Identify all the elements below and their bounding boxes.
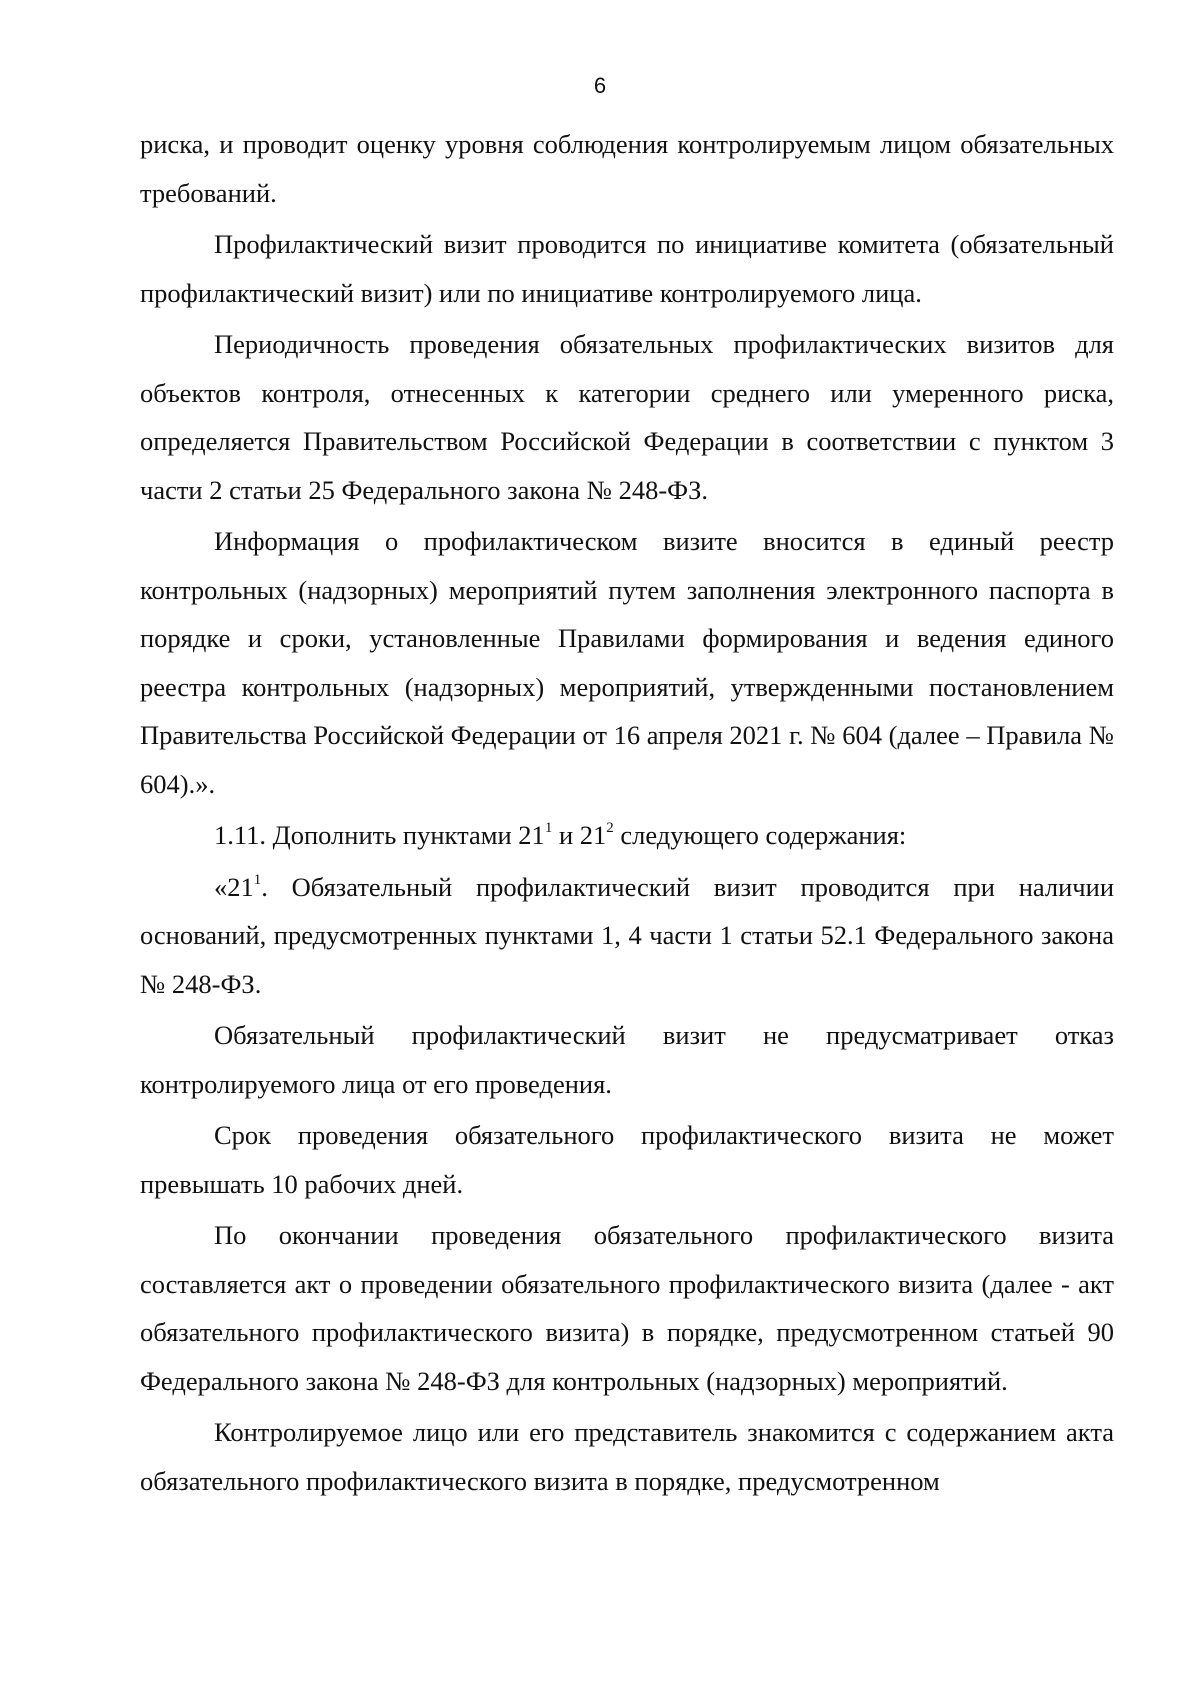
paragraph-9: По окончании проведения обязательного профилактического визита составляется акт о проведении обязательного профилактического визита (далее - акт обязательного профилактического визита) в порядке, предусмотренном статьей 90 Федерального закона № 248-ФЗ для контрольных (надзорных) мероприятий. xyxy=(140,1220,1114,1396)
superscript-1: 1 xyxy=(544,820,553,837)
document-body xyxy=(140,120,1114,1505)
paragraph-3: Периодичность проведения обязательных профилактических визитов для объектов контроля, отнесенных к категории среднего или умеренного риска, определяется Правительством Российской Федерации в соответствии с пунктом 3 части 2 статьи 25 Федерального закона № 248-ФЗ. xyxy=(140,329,1114,505)
paragraph-2: Профилактический визит проводится по инициативе комитета (обязательный профилактический визит) или по инициативе контролируемого лица. xyxy=(140,229,1114,308)
paragraph-6-part-2: . Обязательный профилактический визит проводится при наличии оснований, предусмотренных пунктами 1, 4 части 1 статьи 52.1 Федерального закона № 248-ФЗ. xyxy=(140,871,1114,999)
page-number: 6 xyxy=(593,73,607,98)
paragraph-4: Информация о профилактическом визите вносится в единый реестр контрольных (надзорных) мероприятий путем заполнения электронного паспорта в порядке и сроки, установленные Правилами формирования и ведения единого реестра контрольных (надзорных) мероприятий, утвержденными постановлением Правительства Российской Федерации от 16 апреля 2021 г. № 604 (далее – Правила № 604).». xyxy=(140,526,1114,799)
paragraph-5-part-3: следующего содержания: xyxy=(613,820,907,850)
paragraph-5-part-1: 1.11. Дополнить пунктами 21 xyxy=(214,820,545,850)
paragraph-6-part-1: «21 xyxy=(214,871,254,902)
paragraph-10: Контролируемое лицо или его представитель знакомится с содержанием акта обязательного профилактического визита в порядке, предусмотренном xyxy=(140,1417,1114,1496)
paragraph-6-item-21-1 xyxy=(140,863,1114,1009)
paragraph-5-amendment-heading xyxy=(140,811,1114,860)
superscript-item-1: 1 xyxy=(253,871,262,888)
superscript-2: 2 xyxy=(606,820,614,837)
paragraph-5-part-2: и 21 xyxy=(552,820,607,850)
paragraph-7: Обязательный профилактический визит не предусматривает отказ контролируемого лица от его проведения. xyxy=(140,1020,1114,1099)
paragraph-8: Срок проведения обязательного профилактического визита не может превышать 10 рабочих дней. xyxy=(140,1120,1114,1199)
paragraph-1: риска, и проводит оценку уровня соблюдения контролируемым лицом обязательных требований. xyxy=(140,129,1114,208)
